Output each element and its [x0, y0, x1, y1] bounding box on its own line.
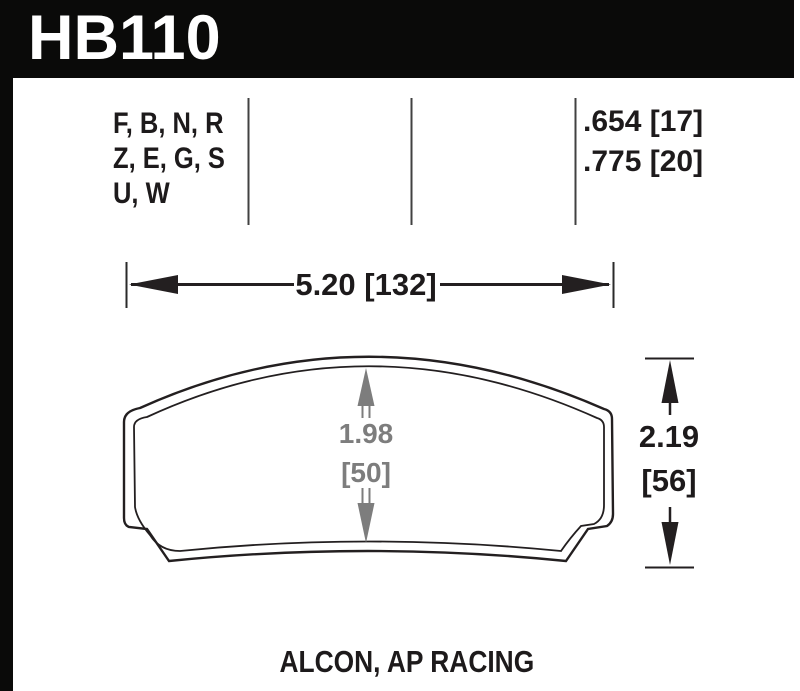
arrowhead-up-icon: [662, 360, 679, 403]
pad-thickness-line1: .654 [17]: [583, 105, 704, 138]
part-number: HB110: [28, 3, 221, 73]
arrowhead-right-icon: [562, 275, 611, 294]
pad-thickness-line2: .775 [20]: [583, 145, 704, 178]
center-arrow-down-icon: [358, 503, 375, 543]
compound-codes: [113, 106, 245, 211]
spec-table-dividers: [249, 98, 576, 225]
center-dimension-inches: 1.98: [338, 418, 394, 449]
compound-codes-line1: F, B, N, R: [113, 107, 224, 140]
arrowhead-left-icon: [129, 275, 178, 294]
center-arrow-up-icon: [358, 368, 375, 406]
arrowhead-down-icon: [662, 522, 679, 565]
pad-thickness-values: [583, 102, 703, 182]
applications-label: ALCON, AP RACING: [279, 644, 534, 679]
height-dimension-mm: [56]: [641, 463, 697, 498]
compound-codes-line3: U, W: [113, 177, 170, 210]
center-dimension-mm: [50]: [341, 457, 391, 488]
height-dimension-inches: 2.19: [638, 419, 700, 454]
width-dimension-label: 5.20 [132]: [295, 267, 437, 302]
height-dimension-label: [610, 415, 728, 503]
compound-codes-line2: Z, E, G, S: [113, 142, 225, 175]
center-dimension-label: [306, 414, 426, 492]
